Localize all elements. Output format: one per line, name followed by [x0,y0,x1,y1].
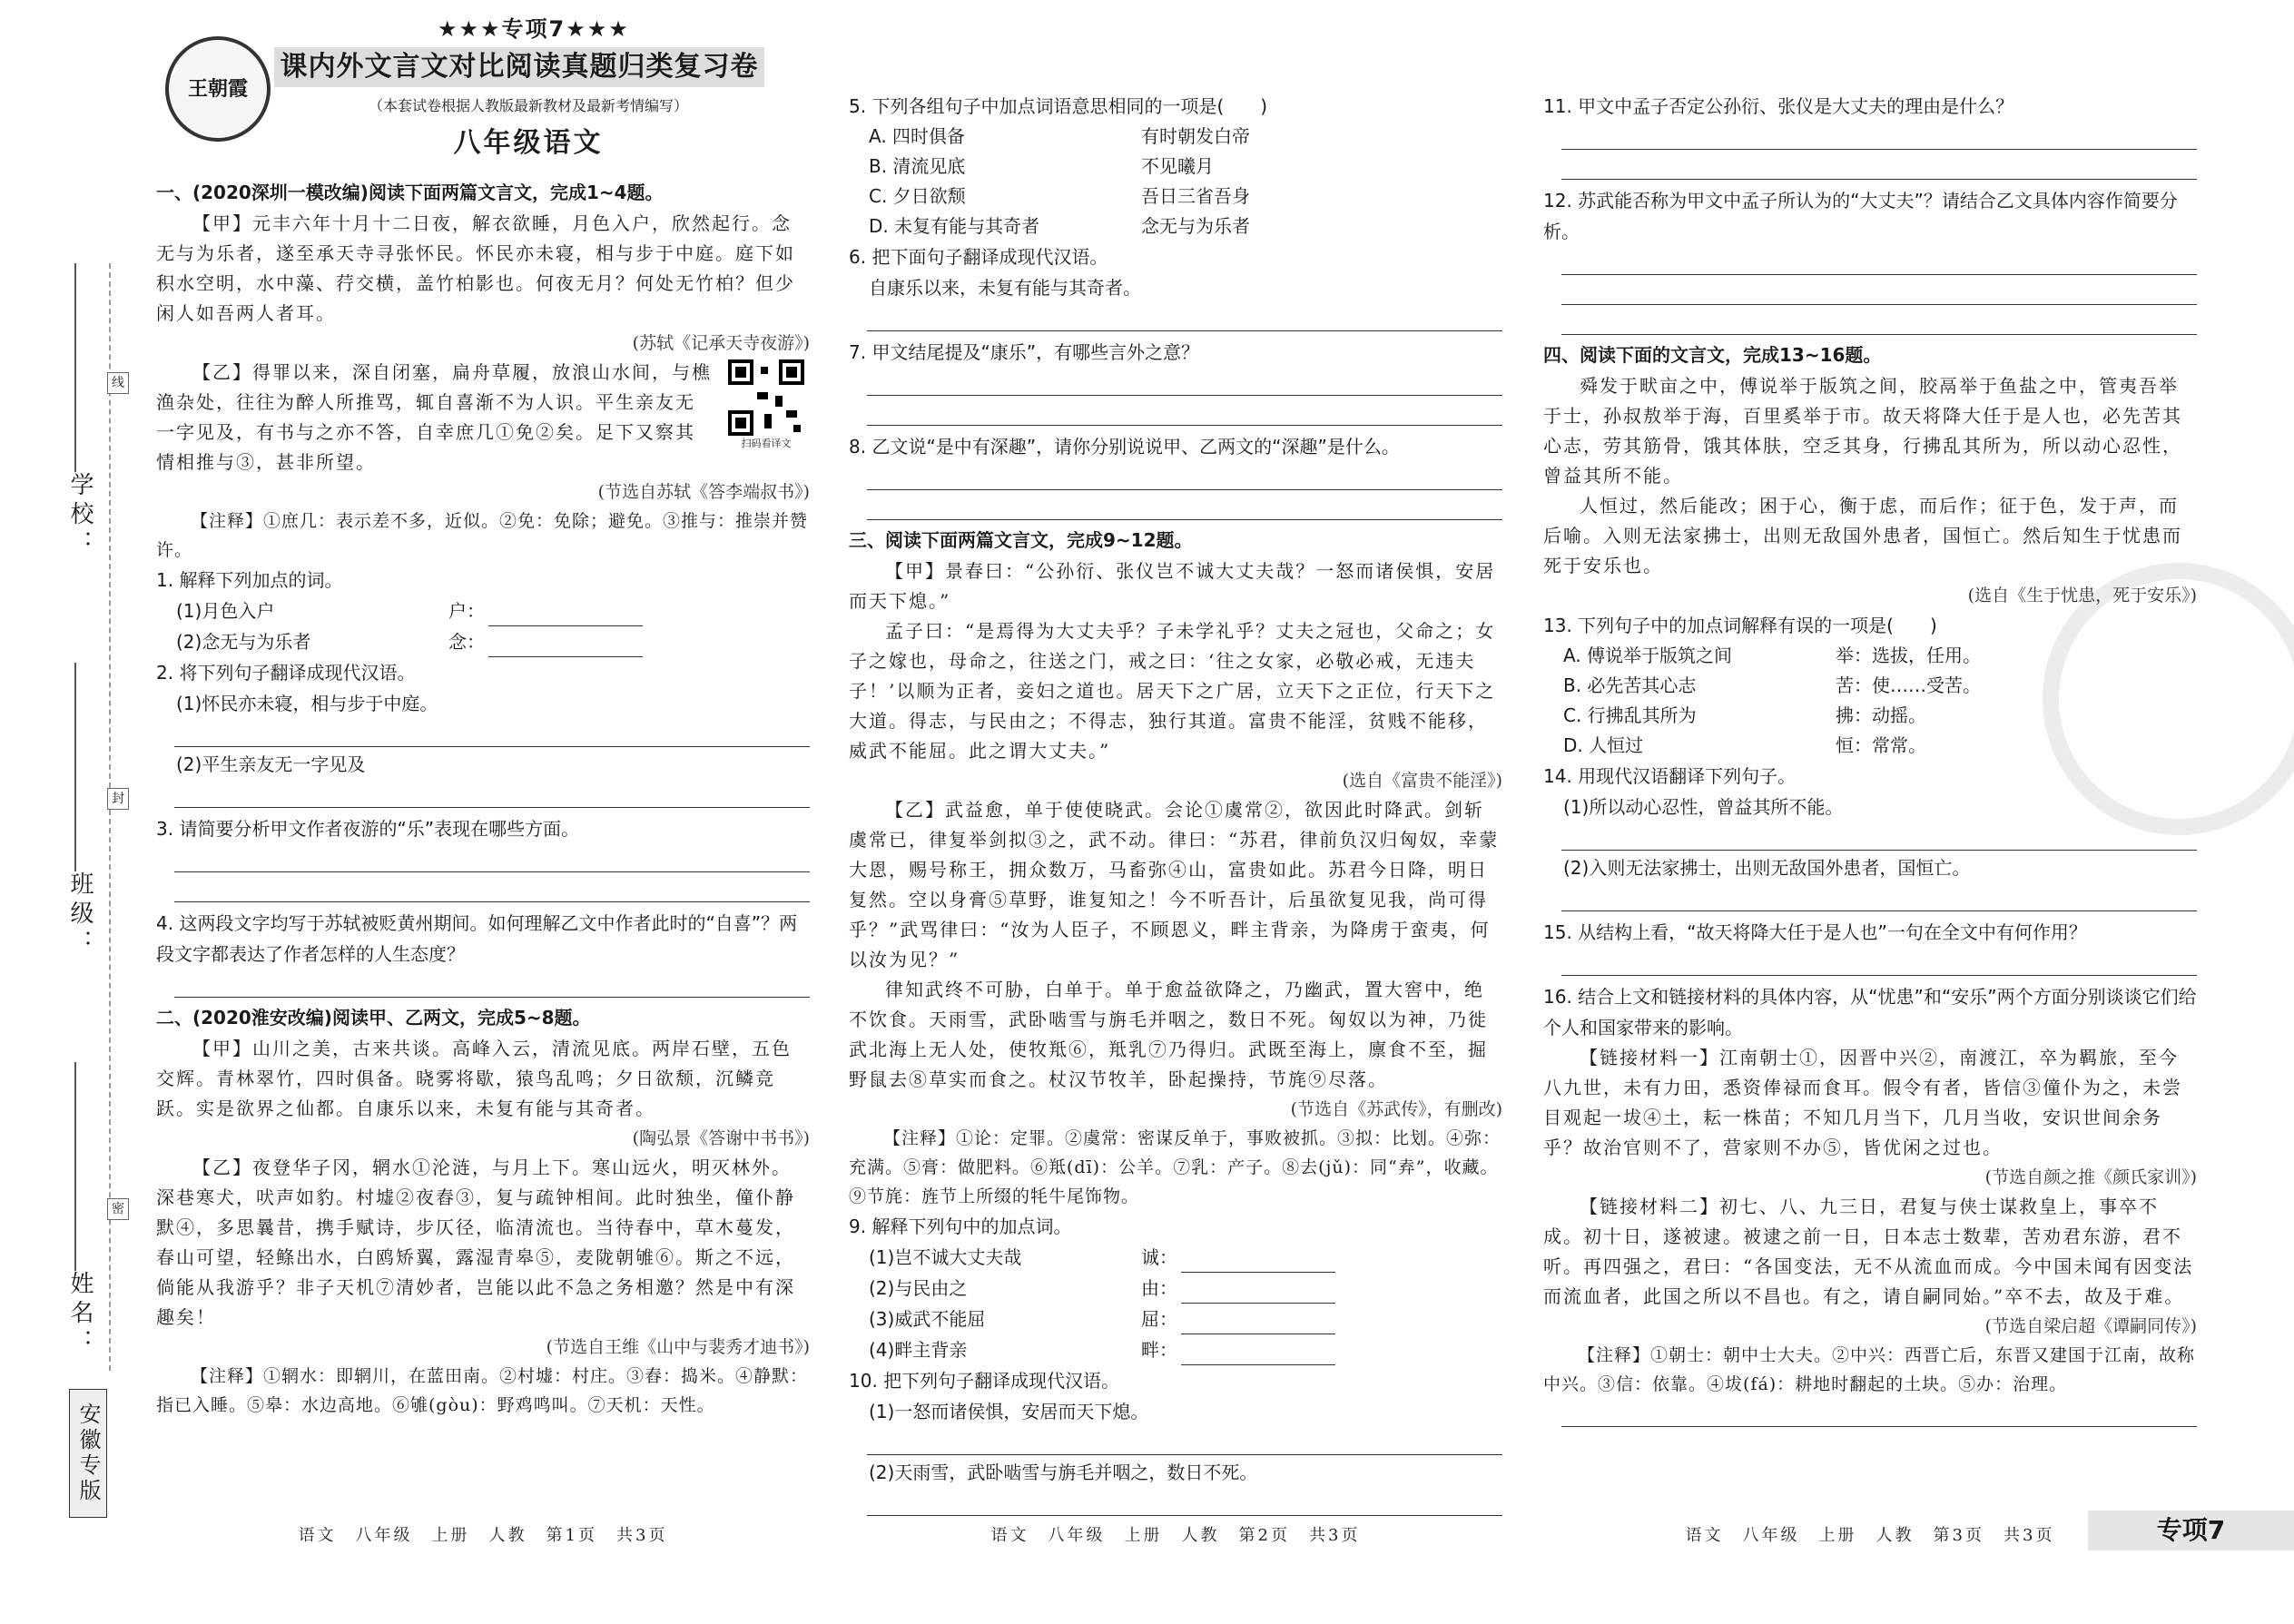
page-1 [156,0,810,1624]
seal-mark-secret: 密 [107,1198,129,1220]
q1-a-blank[interactable] [488,595,643,626]
q9-item-3: (3)威武不能屈 屈： [849,1304,1502,1334]
section-3-jia-source: (选自《富贵不能淫》) [1342,771,1502,791]
class-label: 班级： [66,871,94,959]
binding-line-bot [74,1062,76,1271]
section-1-heading: 一、(2020深圳一模改编)阅读下面两篇文言文，完成1~4题。 [156,182,664,203]
q6-sentence: 自康乐以来，未复有能与其奇者。 [869,277,1141,299]
answer-line[interactable] [174,969,810,998]
question-12: 12. 苏武能否称为甲文中孟子所认为的“大丈夫”？请结合乙文具体内容作简要分析。 [1543,190,2178,242]
answer-line[interactable] [867,1427,1502,1455]
section-2 [156,1001,810,1420]
answer-line[interactable] [1561,1399,2197,1427]
section-1-text-jia: 【甲】元丰六年十月十二日夜，解衣欲睡，月色入户，欣然起行。念无与为乐者，遂至承天寺寻张怀民。怀民亦未寝，相与步于中庭。庭下如积水空明，水中藻、荇交横，盖竹柏影也。何夜无月？何处无竹柏？但少闲人如吾两人者耳。 [156,212,795,324]
q5-option-d: D. 未复有能与其奇者 念无与为乐者 [869,215,1250,237]
edition-box: 安徽专版 [69,1389,107,1518]
section-3-yi-source: (节选自《苏武传》，有删改) [1290,1099,1502,1119]
badge: ★★★专项7★★★ [438,16,630,42]
question-13: 13. 下列句子中的加点词解释有误的一项是( ) [1543,615,1937,636]
question-7: 7. 甲文结尾提及“康乐”，有哪些言外之意？ [849,341,1200,363]
answer-line[interactable] [1561,822,2197,851]
binding-line-top [74,263,76,472]
q5-option-a: A. 四时俱备 有时朝发白帝 [869,125,1250,147]
seal-mark-line: 线 [107,372,129,394]
section-3-text-jia-2: 孟子曰：“是焉得为大丈夫乎？子未学礼乎？丈夫之冠也，父命之；女子之嫁也，母命之，往送之门，戒之曰：‘往之女家，必敬必戒，无违夫子！’以顺为正者，妾妇之道也。居天下之广居，立天下之正位，行天下之大道。得志，与民由之；不得志，独行其道。富贵不能淫，贫贱不能移，威武不能屈。此之谓大丈夫。” [849,620,1496,762]
logo-text: 王朝霞 [187,77,248,101]
q9-item-1: (1)岂不诚大丈夫哉 诚： [849,1242,1502,1273]
name-label: 姓名： [66,1271,94,1358]
section-2-yi-source: (节选自王维《山中与裴秀才迪书》) [546,1337,810,1357]
question-5: 5. 下列各组句子中加点词语意思相同的一项是( ) [849,95,1268,117]
page-3 [1543,0,2197,1624]
question-1: 1. 解释下列加点的词。 [156,569,343,591]
answer-line[interactable] [867,1488,1502,1516]
section-1-note: 【注释】①庶几：表示差不多，近似。②免：免除；避免。③推与：推崇并赞许。 [156,511,809,560]
header [156,0,810,172]
answer-line[interactable] [1561,948,2197,976]
section-4-heading: 四、阅读下面的文言文，完成13~16题。 [1543,344,1882,366]
q5-option-b: B. 清流见底 不见曦月 [869,155,1214,177]
link-material-1: 【链接材料一】江南朝士①，因晋中兴②，南渡江，卒为羁旅，至今八九世，未有力田，悉资俸禄而食耳。假令有者，皆信③僮仆为之，未尝目观起一坺④土，耘一株苗；不知几月当下，几月当收，安识世间余务乎？故治官则不了，营家则不办⑤，皆优闲之过也。 [1543,1047,2182,1158]
answer-line[interactable] [174,874,810,902]
answer-line[interactable] [867,368,1502,396]
section-4-text-1: 舜发于畎亩之中，傅说举于版筑之间，胶鬲举于鱼盐之中，管夷吾举于士，孙叔敖举于海，百里奚举于市。故天将降大任于是人也，必先苦其心志，劳其筋骨，饿其体肤，空乏其身，行拂乱其所为，所以动心忍性，曾益其所不能。 [1543,375,2182,487]
q9-item-4: (4)畔主背亲 畔： [849,1334,1502,1365]
section-2-text-yi: 【乙】夜登华子冈，辋水①沦涟，与月上下。寒山远火，明灭林外。深巷寒犬，吠声如豹。村墟②夜舂③，复与疏钟相间。此时独坐，僮仆静默④，多思曩昔，携手赋诗，步仄径，临清流也。当待春中，草木蔓发，春山可望，轻鲦出水，白鸥矫翼，露湿青皋⑤，麦陇朝雊⑥。斯之不远，倘能从我游乎？非子天机⑦清妙者，岂能以此不急之务相邀？然是中有深趣矣！ [156,1156,795,1328]
question-8: 8. 乙文说“是中有深趣”，请你分别说说甲、乙两文的“深趣”是什么。 [849,436,1400,458]
section-4-source: (选自《生于忧患，死于安乐》) [1967,586,2197,605]
school-label: 学校： [66,472,94,559]
question-11: 11. 甲文中孟子否定公孙衍、张仪是大丈夫的理由是什么？ [1543,95,2014,117]
answer-line[interactable] [1561,122,2197,150]
q9-item-2: (2)与民由之 由： [849,1273,1502,1304]
q1-item-a: (1)月色入户 户： [156,595,810,626]
question-2: 2. 将下列句子翻译成现代汉语。 [156,662,416,684]
q10-item-b: (2)天雨雪，武卧啮雪与旃毛并咽之，数日不死。 [869,1462,1258,1483]
link-material-2-source: (节选自梁启超《谭嗣同传》) [1984,1316,2197,1336]
q10-item-a: (1)一怒而诸侯惧，安居而天下熄。 [869,1401,1149,1422]
answer-line[interactable] [1561,307,2197,335]
q13-option-b: B. 必先苦其心志 苦：使……受苦。 [1563,674,1981,696]
q1-b-blank[interactable] [488,626,643,657]
section-3-text-yi: 【乙】武益愈，单于使使晓武。会论①虞常②，欲因此时降武。剑斩虞常已，律复举剑拟③之，武不动。律曰：“苏君，律前负汉归匈奴，幸蒙大恩，赐号称王，拥众数万，马畜弥④山，富贵如此。苏君今日降，明日复然。空以身膏⑤草野，谁复知之！今不听吾计，后虽欲复见我，尚可得乎？”武骂律曰：“汝为人臣子，不顾恩义，畔主背亲，为降虏于蛮夷，何以汝为见？” [849,799,1500,970]
answer-line[interactable] [867,303,1502,331]
q5-option-c: C. 夕日欲颓 吾日三省吾身 [869,185,1250,207]
question-3: 3. 请简要分析甲文作者夜游的“乐”表现在哪些方面。 [156,818,580,840]
logo [165,36,271,142]
question-4: 4. 这两段文字均写于苏轼被贬黄州期间。如何理解乙文中作者此时的“自喜”？两段文字都表达了作者怎样的人生态度？ [156,912,798,965]
q13-option-a: A. 傅说举于版筑之间 举：选拔，任用。 [1563,645,1981,666]
binding-line-mid [74,663,76,871]
q14-item-a: (1)所以动心忍性，曾益其所不能。 [1563,796,1844,818]
page-2 [849,0,1502,1624]
question-16: 16. 结合上文和链接材料的具体内容，从“忧患”和“安乐”两个方面分别谈谈它们给个人和国家带来的影响。 [1543,986,2197,1038]
answer-line[interactable] [1561,277,2197,305]
section-3-note: 【注释】①论：定罪。②虞常：密谋反单于，事败被抓。③拟：比划。④弥：充满。⑤膏：做肥料。⑥羝(dī)：公羊。⑦乳：产子。⑧去(jǔ)：同“弆”，收藏。⑨节旄：旌节上所缀的牦牛尾饰物。 [849,1128,1501,1206]
answer-line[interactable] [174,780,810,808]
question-6: 6. 把下面句子翻译成现代汉语。 [849,246,1108,268]
q9-blank[interactable] [1181,1334,1335,1365]
question-9: 9. 解释下列句中的加点词。 [849,1216,1072,1237]
series-tag-text: 专项7 [2156,1515,2226,1545]
q13-option-d: D. 人恒过 恒：常常。 [1563,734,1926,756]
qr-label: 扫码看译文 [741,438,792,449]
qr-icon [728,359,804,436]
section-2-note: 【注释】①辋水：即辋川，在蓝田南。②村墟：村庄。③舂：捣米。④静默：指已入睡。⑤皋：水边高地。⑥雊(gòu)：野鸡鸣叫。⑦天机：天性。 [156,1366,809,1415]
link-material-1-source: (节选自颜之推《颜氏家训》) [1984,1167,2197,1187]
section-2-text-jia: 【甲】山川之美，古来共谈。高峰入云，清流见底。两岸石壁，五色交辉。青林翠竹，四时俱备。晓雾将歇，猿鸟乱鸣；夕日欲颓，沉鳞竞跃。实是欲界之仙都。自康乐以来，未复有能与其奇者。 [156,1038,792,1119]
section-3-heading: 三、阅读下面两篇文言文，完成9~12题。 [849,529,1193,551]
q2-item-b: (2)平生亲友无一字见及 [176,753,366,775]
answer-line[interactable] [174,844,810,872]
question-10: 10. 把下列句子翻译成现代汉语。 [849,1370,1120,1392]
question-15: 15. 从结构上看，“故天将降大任于是人也”一句在全文中有何作用？ [1543,921,2087,943]
section-4-text-2: 人恒过，然后能改；困于心，衡于虑，而后作；征于色，发于声，而后喻。入则无法家拂士，出则无敌国外患者，国恒亡。然后知生于忧患而死于安乐也。 [1543,495,2182,576]
answer-line[interactable] [1561,883,2197,911]
q9-blank[interactable] [1181,1304,1335,1334]
answer-line[interactable] [867,462,1502,490]
answer-line[interactable] [867,492,1502,520]
section-1-text-yi: 【乙】得罪以来，深自闭塞，扁舟草履，放浪山水间，与樵渔杂处，往往为醉人所推骂，辄自喜渐不为人识。平生亲友无一字见及，有书与之亦不答，自幸庶几①免②矣。足下又察其情相推与③，甚非所望。 [156,361,712,473]
grade-title: 八年级语文 [453,127,604,159]
page-footer: 语文 八年级 上册 人教 第3页 共3页 [1685,1526,2055,1545]
question-14: 14. 用现代汉语翻译下列句子。 [1543,765,1797,787]
subtitle: （本套试卷根据人教版最新教材及最新考情编写） [368,97,688,114]
section-4-note: 【注释】①朝士：朝中士大夫。②中兴：西晋亡后，东晋又建国于江南，故称中兴。③信：依靠。④坺(fá)：耕地时翻起的土块。⑤办：治理。 [1543,1345,2196,1394]
section-3-text-yi-2: 律知武终不可胁，白单于。单于愈益欲降之，乃幽武，置大窖中，绝不饮食。天雨雪，武卧啮雪与旃毛并咽之，数日不死。匈奴以为神，乃徙武北海上无人处，使牧羝⑥，羝乳⑦乃得归。武既至海上，廪食不至，掘野鼠去⑧草实而食之。杖汉节牧羊，卧起操持，节旄⑨尽落。 [849,979,1488,1090]
section-1-yi-source: (节选自苏轼《答李端叔书》) [597,482,810,502]
page-title: 课内外文言文对比阅读真题归类复习卷 [280,51,759,83]
section-2-heading: 二、(2020淮安改编)阅读甲、乙两文，完成5~8题。 [156,1007,591,1029]
q9-blank[interactable] [1181,1273,1335,1304]
q9-blank[interactable] [1181,1242,1335,1273]
q2-item-a: (1)怀民亦未寝，相与步于中庭。 [176,693,438,714]
title-bar [274,47,764,87]
section-1 [156,176,810,998]
link-material-2: 【链接材料二】初七、八、九三日，君复与侠士谋救皇上，事卒不成。初十日，遂被逮。被逮之前一日，日本志士数辈，苦劝君东游，君不听。再四强之，君曰：“各国变法，无不从流血而成。今中国未闻有因变法而流血者，此国之所以不昌也。有之，请自嗣同始。”卒不去，故及于难。 [1543,1196,2194,1307]
page-footer: 语文 八年级 上册 人教 第1页 共3页 [298,1526,668,1545]
answer-line[interactable] [1561,152,2197,180]
q1-item-b: (2)念无与为乐者 念： [156,626,810,657]
section-1-jia-source: (苏轼《记承天寺夜游》) [632,333,810,353]
answer-line[interactable] [174,719,810,747]
seal-mark-seal: 封 [107,788,129,810]
section-2-jia-source: (陶弘景《答谢中书书》) [632,1128,810,1148]
section-3-text-jia: 【甲】景春曰：“公孙衍、张仪岂不诚大丈夫哉？一怒而诸侯惧，安居而天下熄。” [849,560,1496,612]
series-tag [2088,1511,2294,1550]
q14-item-b: (2)入则无法家拂士，出则无敌国外患者，国恒亡。 [1563,857,1971,879]
answer-line[interactable] [1561,247,2197,275]
page-footer: 语文 八年级 上册 人教 第2页 共3页 [990,1526,1361,1545]
answer-line[interactable] [867,398,1502,426]
qr-code[interactable] [723,359,810,450]
q13-option-c: C. 行拂乱其所为 拂：动摇。 [1563,704,1926,726]
